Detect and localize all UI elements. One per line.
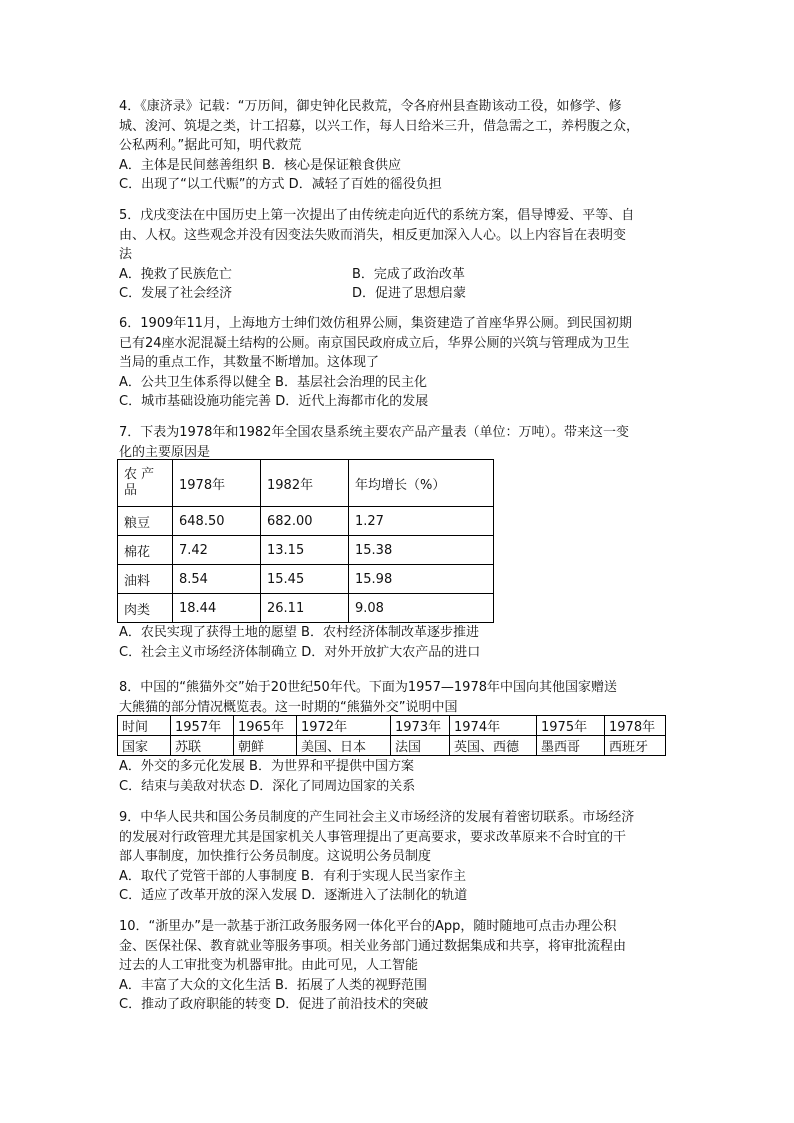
table-row xyxy=(118,594,494,623)
table-cell: 26.11 xyxy=(261,594,349,623)
question-6-line-1: 6．1909年11月，上海地方士绅们效仿租界公厕，集资建造了首座华界公厕。到民国初期 xyxy=(119,316,632,331)
table-cell: 18.44 xyxy=(173,594,261,623)
question-9 xyxy=(119,808,677,906)
table-cell: 13.15 xyxy=(261,536,349,565)
table-row xyxy=(118,716,666,736)
question-6-options-ab: A．公共卫生体系得以健全 B．基层社会治理的民主化 xyxy=(119,374,427,390)
table-cell: 7.42 xyxy=(173,536,261,565)
question-7-line-1: 7．下表为1978年和1982年全国农垦系统主要农产品产量表（单位：万吨）。带来这一变 xyxy=(119,425,629,440)
question-10-line-3: 过去的人工审批变为机器审批。由此可见，人工智能 xyxy=(119,958,419,973)
table-cell: 国家 xyxy=(118,736,171,756)
table-cell: 15.45 xyxy=(261,565,349,594)
table-cell: 15.98 xyxy=(349,565,494,594)
question-8-line-2: 大熊猫的部分情况概览表。这一时期的“熊猫外交”说明中国 xyxy=(119,699,458,715)
question-10-line-2: 金、医保社保、教育就业等服务事项。相关业务部门通过数据集成和共享，将审批流程由 xyxy=(119,938,627,954)
table-cell: 1973年 xyxy=(391,716,450,736)
question-5-line-2: 由、人权。这些观念并没有因变法失败而消失，相反更加深入人心。以上内容旨在表明变 xyxy=(119,227,627,243)
table-cell: 1.27 xyxy=(349,507,494,536)
table-cell: 英国、西德 xyxy=(450,736,537,756)
question-7-options-cd: C．社会主义市场经济体制确立 D．对外开放扩大农产品的进口 xyxy=(119,644,481,660)
table-header-row xyxy=(118,460,494,507)
question-4-line-3: 公私两利。”据此可知，明代救荒 xyxy=(119,138,302,153)
question-8-options xyxy=(119,757,677,796)
question-7 xyxy=(119,423,677,462)
table-row xyxy=(118,736,666,756)
table-cell: 648.50 xyxy=(173,507,261,536)
question-4-options-cd: C．出现了“以工代赈”的方式 D．减轻了百姓的徭役负担 xyxy=(119,177,442,192)
question-10-line-1: 10．“浙里办”是一款基于浙江政务服务网一体化平台的App，随时随地可点击办理公积 xyxy=(119,919,617,934)
table-cell: 1957年 xyxy=(171,716,234,736)
question-9-line-3: 部人事制度，加快推行公务员制度。这说明公务员制度 xyxy=(119,849,432,864)
table-header-cell: 农 产 品 xyxy=(118,460,173,507)
question-5-options-row-1 xyxy=(119,265,677,285)
question-9-options-cd: C．适应了改革开放的深入发展 D．逐渐进入了法制化的轨道 xyxy=(119,888,468,903)
question-8 xyxy=(119,678,677,717)
table-cell: 苏联 xyxy=(171,736,234,756)
question-4-options-ab: A．主体是民间慈善组织 B．核心是保证粮食供应 xyxy=(119,157,401,173)
table-cell: 朝鲜 xyxy=(234,736,297,756)
question-8-options-cd: C．结束与美敌对状态 D．深化了同周边国家的关系 xyxy=(119,778,416,794)
question-8-options-ab: A．外交的多元化发展 B．为世界和平提供中国方案 xyxy=(119,759,414,774)
table-header-cell: 年均增长（%） xyxy=(349,460,494,507)
question-4-line-1: 4．《康济录》记载：“万历间，御史钟化民救荒，令各府州县查勘该动工役，如修学、修 xyxy=(119,99,622,114)
table-cell: 肉类 xyxy=(118,594,173,623)
production-table xyxy=(117,459,494,623)
question-4 xyxy=(119,97,677,195)
panda-table xyxy=(117,715,666,756)
question-6 xyxy=(119,314,677,412)
question-5-option-c: C．发展了社会经济 xyxy=(119,286,233,301)
table-cell: 1978年 xyxy=(605,716,666,736)
question-6-line-3: 当局的重点工作，其数量不断增加。这体现了 xyxy=(119,355,380,370)
question-5-line-3: 法 xyxy=(119,247,133,262)
question-5-options-row-2 xyxy=(119,284,677,304)
table-cell: 1972年 xyxy=(297,716,391,736)
table-row xyxy=(118,536,494,565)
question-10-options-cd: C．推动了政府职能的转变 D．促进了前沿技术的突破 xyxy=(119,997,429,1012)
question-5 xyxy=(119,206,677,304)
question-8-line-1: 8．中国的“熊猫外交”始于20世纪50年代。下面为1957—1978年中国向其他国家赠送 xyxy=(119,680,617,695)
question-6-options-cd: C．城市基础设施功能完善 D．近代上海都市化的发展 xyxy=(119,394,429,409)
question-7-options xyxy=(119,623,677,662)
table-cell: 粮豆 xyxy=(118,507,173,536)
table-cell: 法国 xyxy=(391,736,450,756)
question-7-line-2: 化的主要原因是 xyxy=(119,444,211,460)
table-cell: 9.08 xyxy=(349,594,494,623)
question-10-options-ab: A．丰富了大众的文化生活 B．拓展了人类的视野范围 xyxy=(119,977,427,993)
question-5-option-a: A．挽救了民族危亡 xyxy=(119,266,232,282)
table-cell: 棉花 xyxy=(118,536,173,565)
question-7-options-ab: A．农民实现了获得土地的愿望 B．农村经济体制改革逐步推进 xyxy=(119,625,479,640)
table-cell: 时间 xyxy=(118,716,171,736)
question-10 xyxy=(119,917,677,1015)
table-row xyxy=(118,565,494,594)
table-header-cell: 1978年 xyxy=(173,460,261,507)
table-cell: 1975年 xyxy=(537,716,605,736)
table-cell: 1965年 xyxy=(234,716,297,736)
question-9-line-1: 9．中华人民共和国公务员制度的产生同社会主义市场经济的发展有着密切联系。市场经济 xyxy=(119,810,635,825)
question-5-line-1: 5．戊戌变法在中国历史上第一次提出了由传统走向近代的系统方案，倡导博爱、平等、自 xyxy=(119,208,635,223)
question-5-option-d: D．促进了思想启蒙 xyxy=(352,286,467,301)
table-cell: 美国、日本 xyxy=(297,736,391,756)
table-cell: 8.54 xyxy=(173,565,261,594)
question-4-line-2: 城、浚河、筑堤之类，计工招募，以兴工作，每人日给米三升，借急需之工，养枵腹之众， xyxy=(119,118,640,134)
question-9-options-ab: A．取代了党管干部的人事制度 B．有利于实现人民当家作主 xyxy=(119,868,466,884)
table-cell: 682.00 xyxy=(261,507,349,536)
table-cell: 墨西哥 xyxy=(537,736,605,756)
table-cell: 15.38 xyxy=(349,536,494,565)
table-header-cell: 1982年 xyxy=(261,460,349,507)
question-5-option-b: B．完成了政治改革 xyxy=(352,266,465,282)
question-6-line-2: 已有24座水泥混凝土结构的公厕。南京国民政府成立后，华界公厕的兴筑与管理成为卫生 xyxy=(119,335,630,351)
table-cell: 西班牙 xyxy=(605,736,666,756)
table-cell: 1974年 xyxy=(450,716,537,736)
question-9-line-2: 的发展对行政管理尤其是国家机关人事管理提出了更高要求，要求改革原来不合时宜的干 xyxy=(119,829,627,845)
table-cell: 油料 xyxy=(118,565,173,594)
table-row xyxy=(118,507,494,536)
